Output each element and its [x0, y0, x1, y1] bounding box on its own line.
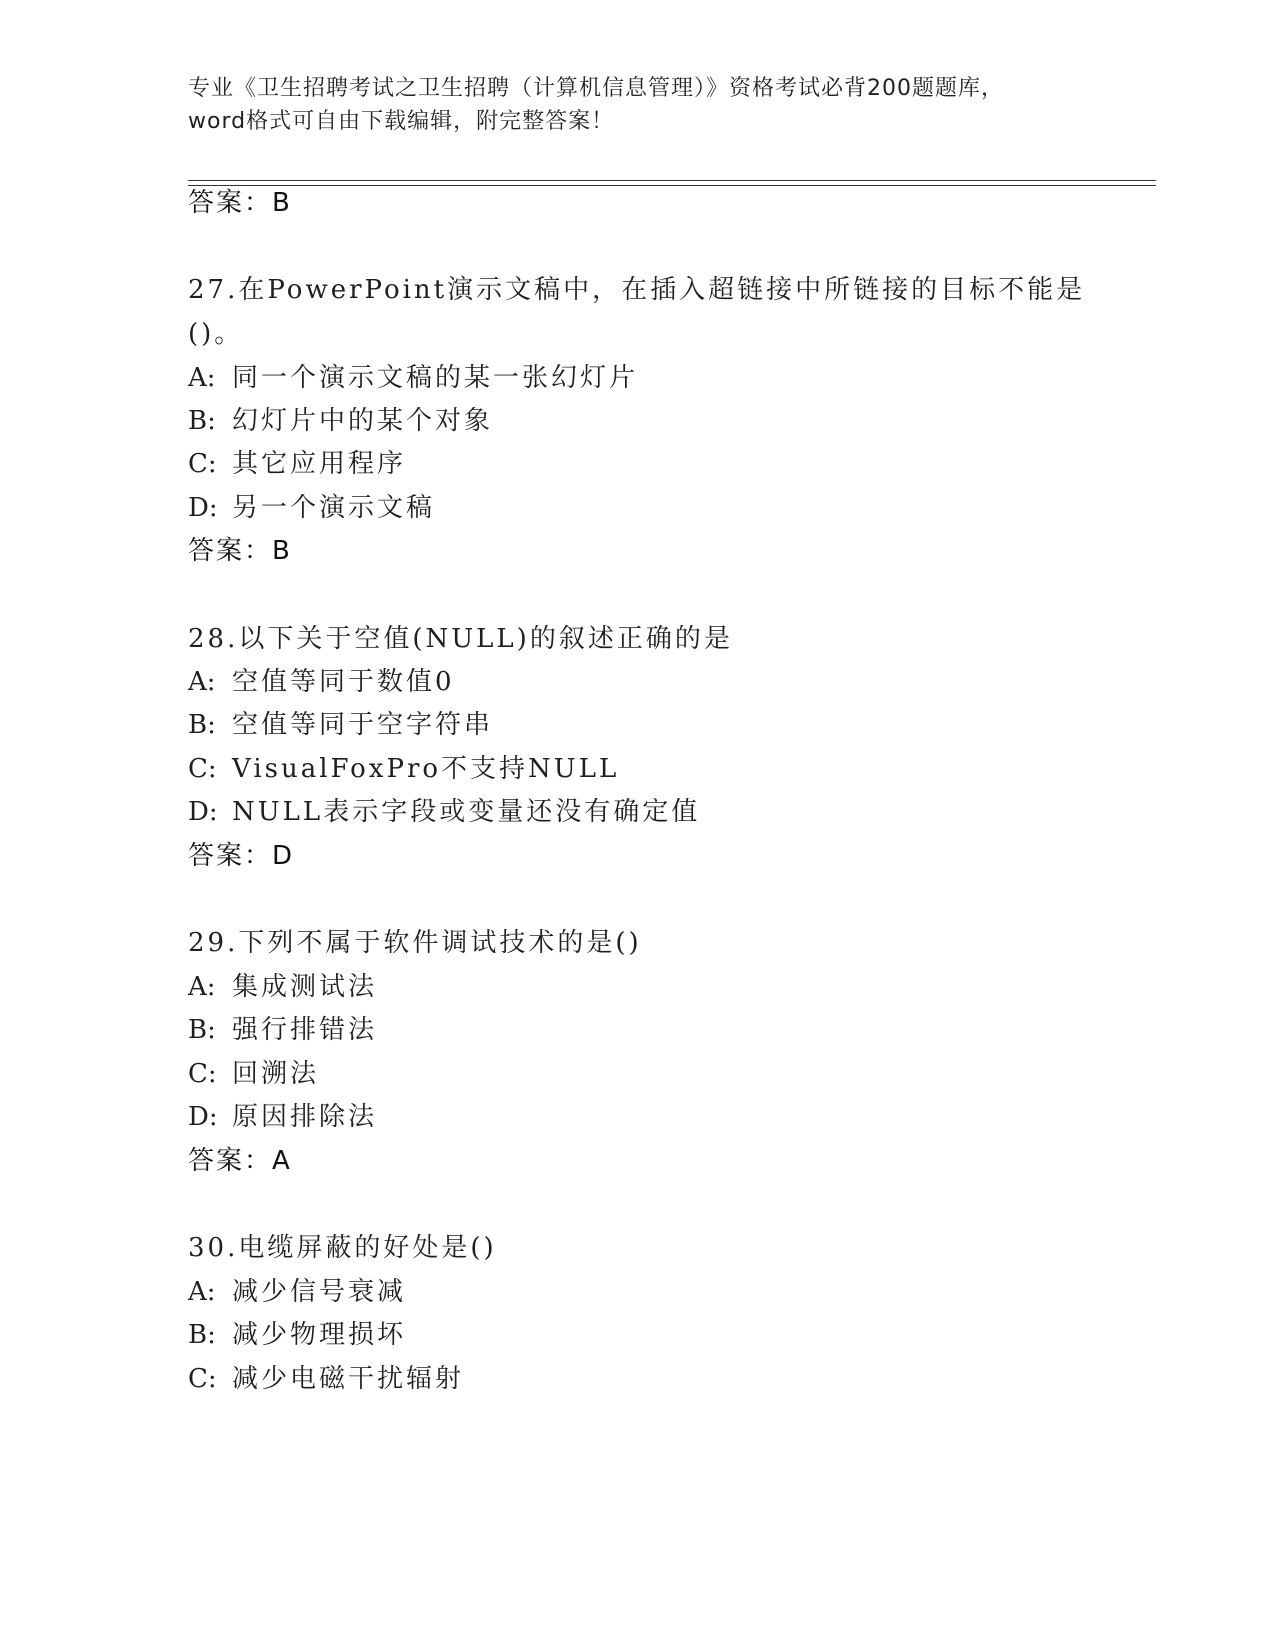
question-27-stem: 27.在PowerPoint演示文稿中，在插入超链接中所链接的目标不能是: [188, 275, 1086, 305]
question-28-stem: 28.以下关于空值(NULL)的叙述正确的是: [188, 624, 733, 654]
option-text: 减少电磁干扰辐射: [232, 1364, 465, 1394]
option-text: 集成测试法: [232, 972, 378, 1002]
option-label: A:: [188, 667, 216, 697]
header-line-1: 专业《卫生招聘考试之卫生招聘（计算机信息管理）》资格考试必背200题题库，: [188, 76, 1004, 101]
option-label: D:: [188, 797, 218, 827]
header-line-2: word格式可自由下载编辑，附完整答案！: [188, 109, 615, 134]
option-label: D:: [188, 1102, 218, 1132]
option-label: C:: [188, 449, 217, 479]
question-28-option-c: [188, 752, 619, 786]
document-header: [188, 72, 1088, 138]
question-28-option-a: [188, 665, 455, 699]
question-29-option-b: [188, 1013, 377, 1047]
question-27-option-c: [188, 447, 406, 481]
option-label: C:: [188, 1059, 217, 1089]
option-label: D:: [188, 493, 218, 523]
option-label: A:: [188, 1277, 216, 1307]
question-27-option-b: [188, 404, 493, 438]
option-text: 另一个演示文稿: [232, 493, 436, 523]
option-label: B:: [188, 1320, 216, 1350]
option-label: B:: [188, 1015, 216, 1045]
option-text: 同一个演示文稿的某一张幻灯片: [232, 363, 639, 393]
answer-line: 答案：B: [188, 188, 292, 218]
option-label: B:: [188, 406, 216, 436]
option-text: 减少物理损坏: [232, 1320, 407, 1350]
option-text: 空值等同于空字符串: [232, 710, 494, 740]
option-label: C:: [188, 1364, 217, 1394]
question-29-option-d: [188, 1100, 377, 1134]
option-text: 幻灯片中的某个对象: [232, 406, 494, 436]
question-27-option-a: [188, 361, 638, 395]
option-text: 回溯法: [232, 1059, 320, 1089]
question-29-option-a: [188, 970, 377, 1004]
header-divider-bottom: [188, 185, 1156, 186]
question-27-option-d: [188, 491, 435, 525]
question-27-answer: 答案：B: [188, 536, 292, 566]
option-text: 强行排错法: [232, 1015, 378, 1045]
question-28-answer: 答案：D: [188, 841, 295, 871]
question-27-stem-cont: ()。: [188, 319, 244, 349]
option-label: C:: [188, 754, 217, 784]
option-label: A:: [188, 363, 216, 393]
option-text: 其它应用程序: [232, 449, 407, 479]
option-text: VisualFoxPro不支持NULL: [232, 754, 620, 784]
header-divider-top: [188, 180, 1156, 181]
question-29-option-c: [188, 1057, 319, 1091]
question-30-option-c: [188, 1362, 464, 1396]
option-label: B:: [188, 710, 216, 740]
question-29-answer: 答案：A: [188, 1146, 292, 1176]
question-28-option-b: [188, 708, 493, 742]
question-30-option-a: [188, 1275, 406, 1309]
question-30-option-b: [188, 1318, 406, 1352]
option-text: NULL表示字段或变量还没有确定值: [232, 797, 701, 827]
question-30-stem: 30.电缆屏蔽的好处是(): [188, 1233, 497, 1263]
question-28-option-d: [188, 795, 700, 829]
option-text: 原因排除法: [232, 1102, 378, 1132]
option-label: A:: [188, 972, 216, 1002]
option-text: 减少信号衰减: [232, 1277, 407, 1307]
question-29-stem: 29.下列不属于软件调试技术的是(): [188, 928, 642, 958]
option-text: 空值等同于数值0: [232, 667, 455, 697]
